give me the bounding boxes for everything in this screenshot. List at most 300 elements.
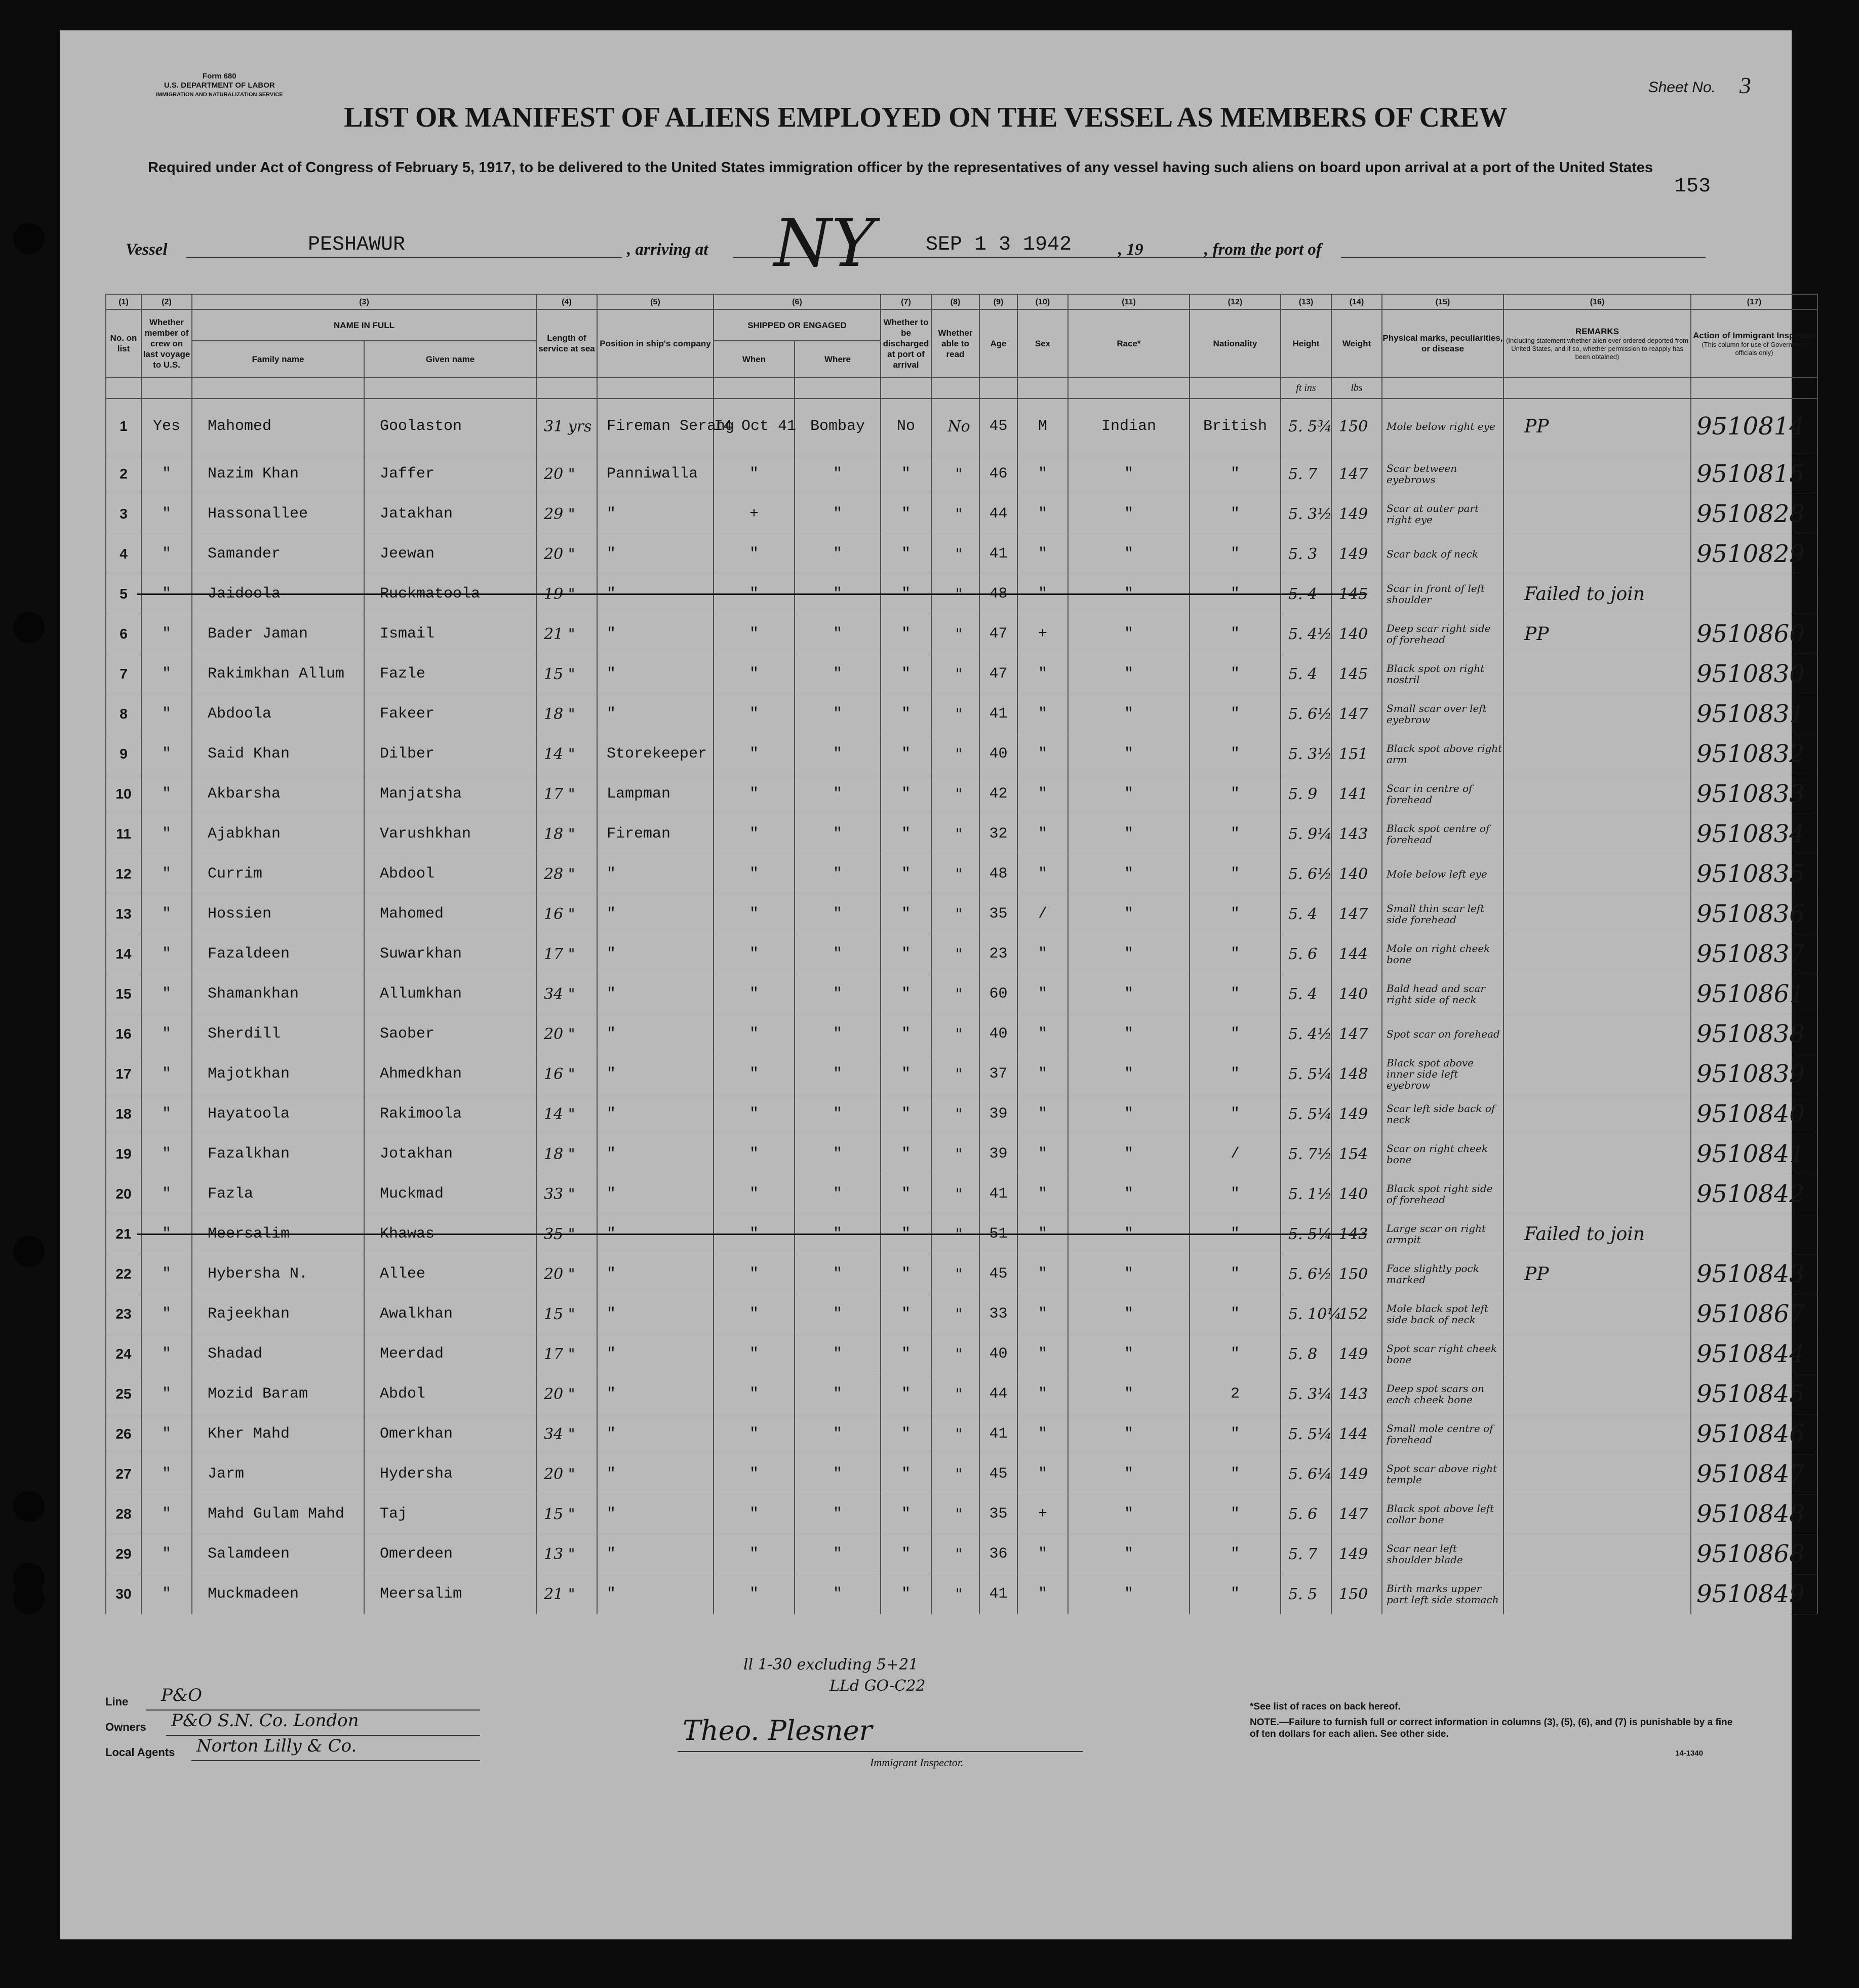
crew-height: 5. 6	[1281, 1494, 1331, 1534]
crew-given-name: Dilber	[364, 734, 536, 774]
crew-weight: 143	[1331, 814, 1382, 854]
crew-able-read: "	[931, 1454, 979, 1494]
crew-nationality: British	[1190, 399, 1281, 454]
crew-action-number: 9510844	[1691, 1334, 1817, 1374]
crew-height: 5. 5¼	[1281, 1054, 1331, 1094]
crew-action-number: 9510828	[1691, 494, 1817, 534]
crew-discharged: "	[881, 1174, 931, 1214]
crew-age: 41	[979, 1574, 1017, 1614]
crew-action-number: 9510831	[1691, 694, 1817, 734]
crew-given-name: Allumkhan	[364, 974, 536, 1014]
crew-shipped-where: "	[795, 574, 881, 614]
crew-row	[106, 534, 1817, 574]
crew-able-read: "	[931, 1294, 979, 1334]
crew-able-read: "	[931, 854, 979, 894]
crew-position: "	[597, 654, 714, 694]
crew-shipped-when: I4 Oct 41	[714, 399, 795, 454]
crew-physical-marks: Black spot above inner side left eyebrow	[1382, 1054, 1504, 1094]
crew-nationality: "	[1190, 1574, 1281, 1614]
crew-physical-marks: Black spot right side of forehead	[1382, 1174, 1504, 1214]
crew-nationality: "	[1190, 494, 1281, 534]
crew-given-name: Fakeer	[364, 694, 536, 734]
crew-given-name: Meersalim	[364, 1574, 536, 1614]
crew-length-service: 35 "	[536, 1214, 597, 1254]
crew-race: "	[1068, 1574, 1190, 1614]
crew-given-name: Omerdeen	[364, 1534, 536, 1574]
crew-nationality: "	[1190, 974, 1281, 1014]
crew-discharged: "	[881, 894, 931, 934]
crew-race: "	[1068, 814, 1190, 854]
crew-member-last-voyage: "	[141, 1534, 192, 1574]
crew-member-last-voyage: "	[141, 1374, 192, 1414]
crew-action-number: 9510861	[1691, 974, 1817, 1014]
crew-discharged: "	[881, 974, 931, 1014]
crew-able-read: "	[931, 1574, 979, 1614]
crew-height: 5. 3	[1281, 534, 1331, 574]
crew-discharged: "	[881, 774, 931, 814]
crew-sex: M	[1017, 399, 1068, 454]
crew-shipped-where: "	[795, 1374, 881, 1414]
crew-no: 20	[106, 1174, 141, 1214]
crew-able-read: No	[931, 399, 979, 454]
crew-physical-marks: Bald head and scar right side of neck	[1382, 974, 1504, 1014]
crew-able-read: "	[931, 1214, 979, 1254]
crew-no: 11	[106, 814, 141, 854]
crew-no: 24	[106, 1334, 141, 1374]
header-family-name: Family name	[192, 341, 364, 377]
crew-no: 27	[106, 1454, 141, 1494]
crew-race: "	[1068, 894, 1190, 934]
binder-hole-bottom-1	[13, 1491, 45, 1522]
crew-sex: "	[1017, 1454, 1068, 1494]
crew-age: 47	[979, 654, 1017, 694]
crew-no: 1	[106, 399, 141, 454]
crew-physical-marks: Mole black spot left side back of neck	[1382, 1294, 1504, 1334]
crew-given-name: Jatakhan	[364, 494, 536, 534]
crew-height: 5. 7	[1281, 454, 1331, 494]
crew-race: "	[1068, 1334, 1190, 1374]
crew-physical-marks: Scar at outer part right eye	[1382, 494, 1504, 534]
crew-member-last-voyage: "	[141, 1494, 192, 1534]
crew-no: 2	[106, 454, 141, 494]
crew-sex: "	[1017, 1214, 1068, 1254]
colnum: (2)	[141, 294, 192, 309]
crew-family-name: Sherdill	[192, 1014, 364, 1054]
crew-sex: +	[1017, 1494, 1068, 1534]
crew-action-number: 9510814	[1691, 399, 1817, 454]
crew-race: "	[1068, 1214, 1190, 1254]
crew-shipped-when: "	[714, 1014, 795, 1054]
crew-position: "	[597, 1214, 714, 1254]
header-race: Race*	[1068, 309, 1190, 377]
inspector-label: Immigrant Inspector.	[870, 1756, 964, 1769]
colnum: (16)	[1504, 294, 1691, 309]
crew-height: 5. 10¼	[1281, 1294, 1331, 1334]
crew-member-last-voyage: "	[141, 1574, 192, 1614]
crew-shipped-where: "	[795, 1054, 881, 1094]
arrival-date: SEP 1 3 1942	[926, 233, 1072, 256]
crew-race: "	[1068, 454, 1190, 494]
crew-action-number: 9510848	[1691, 1494, 1817, 1534]
crew-race: "	[1068, 1054, 1190, 1094]
crew-position: Fireman	[597, 814, 714, 854]
crew-able-read: "	[931, 1094, 979, 1134]
crew-age: 48	[979, 854, 1017, 894]
crew-discharged: "	[881, 1574, 931, 1614]
crew-position: Lampman	[597, 774, 714, 814]
crew-given-name: Jaffer	[364, 454, 536, 494]
crew-length-service: 34 "	[536, 974, 597, 1014]
crew-action-number: 9510842	[1691, 1174, 1817, 1214]
crew-discharged: "	[881, 1494, 931, 1534]
crew-family-name: Fazalkhan	[192, 1134, 364, 1174]
crew-length-service: 33 "	[536, 1174, 597, 1214]
crew-family-name: Hybersha N.	[192, 1254, 364, 1294]
stamp-number: 153	[1674, 175, 1711, 198]
binder-hole-mid-2	[13, 1236, 45, 1267]
crew-height: 5. 5¼	[1281, 1094, 1331, 1134]
crew-length-service: 18 "	[536, 694, 597, 734]
owners-label: Owners	[105, 1721, 146, 1733]
crew-remarks: PP	[1504, 1254, 1691, 1294]
from-port-label: , from the port of	[1204, 241, 1322, 259]
crew-discharged: "	[881, 494, 931, 534]
crew-shipped-when: "	[714, 574, 795, 614]
crew-able-read: "	[931, 1014, 979, 1054]
crew-member-last-voyage: "	[141, 1254, 192, 1294]
crew-physical-marks: Small mole centre of forehead	[1382, 1414, 1504, 1454]
crew-action-number: 9510840	[1691, 1094, 1817, 1134]
crew-shipped-when: "	[714, 1094, 795, 1134]
crew-discharged: "	[881, 694, 931, 734]
crew-no: 29	[106, 1534, 141, 1574]
crew-physical-marks: Spot scar right cheek bone	[1382, 1334, 1504, 1374]
crew-length-service: 20 "	[536, 454, 597, 494]
crew-physical-marks: Large scar on right armpit	[1382, 1214, 1504, 1254]
crew-sex: "	[1017, 1574, 1068, 1614]
crew-member-last-voyage: "	[141, 614, 192, 654]
crew-nationality: "	[1190, 1054, 1281, 1094]
crew-able-read: "	[931, 894, 979, 934]
crew-shipped-when: +	[714, 494, 795, 534]
crew-given-name: Abdol	[364, 1374, 536, 1414]
crew-race: "	[1068, 1094, 1190, 1134]
crew-member-last-voyage: "	[141, 734, 192, 774]
crew-race: "	[1068, 1174, 1190, 1214]
crew-length-service: 16 "	[536, 1054, 597, 1094]
crew-length-service: 17 "	[536, 934, 597, 974]
crew-remarks	[1504, 1054, 1691, 1094]
crew-member-last-voyage: "	[141, 654, 192, 694]
crew-row	[106, 1334, 1817, 1374]
crew-action-number: 9510835	[1691, 854, 1817, 894]
crew-remarks: PP	[1504, 399, 1691, 454]
crew-sex: "	[1017, 1014, 1068, 1054]
crew-height: 5. 4½	[1281, 1014, 1331, 1054]
crew-action-number: 9510830	[1691, 654, 1817, 694]
crew-given-name: Jotakhan	[364, 1134, 536, 1174]
crew-physical-marks: Black spot on right nostril	[1382, 654, 1504, 694]
crew-age: 39	[979, 1134, 1017, 1174]
crew-shipped-where: "	[795, 534, 881, 574]
crew-discharged: "	[881, 574, 931, 614]
binder-hole-top	[13, 223, 45, 254]
vessel-line	[126, 205, 1706, 282]
crew-no: 22	[106, 1254, 141, 1294]
crew-physical-marks: Deep scar right side of forehead	[1382, 614, 1504, 654]
crew-discharged: "	[881, 1094, 931, 1134]
crew-shipped-when: "	[714, 1174, 795, 1214]
crew-sex: "	[1017, 1174, 1068, 1214]
crew-discharged: "	[881, 1454, 931, 1494]
crew-height: 5. 4	[1281, 974, 1331, 1014]
crew-shipped-where: "	[795, 1294, 881, 1334]
owners-value: P&O S.N. Co. London	[171, 1711, 359, 1731]
crew-race: "	[1068, 1454, 1190, 1494]
crew-action-number: 9510843	[1691, 1254, 1817, 1294]
crew-age: 40	[979, 1014, 1017, 1054]
crew-shipped-when: "	[714, 1294, 795, 1334]
crew-row	[106, 774, 1817, 814]
header-position: Position in ship's company	[597, 309, 714, 377]
crew-height: 5. 7	[1281, 1534, 1331, 1574]
crew-given-name: Awalkhan	[364, 1294, 536, 1334]
crew-family-name: Nazim Khan	[192, 454, 364, 494]
form-id-block	[156, 72, 283, 99]
weight-units: lbs	[1331, 377, 1382, 399]
crew-height: 5. 3½	[1281, 494, 1331, 534]
crew-shipped-where: "	[795, 1534, 881, 1574]
crew-row	[106, 934, 1817, 974]
page-title: LIST OR MANIFEST OF ALIENS EMPLOYED ON THE VESSEL AS MEMBERS OF CREW	[344, 102, 1508, 133]
crew-weight: 145	[1331, 574, 1382, 614]
header-weight: Weight	[1331, 309, 1382, 377]
crew-height: 5. 4	[1281, 574, 1331, 614]
crew-physical-marks: Black spot above left collar bone	[1382, 1494, 1504, 1534]
crew-height: 5. 5	[1281, 1574, 1331, 1614]
crew-family-name: Samander	[192, 534, 364, 574]
crew-family-name: Rakimkhan Allum	[192, 654, 364, 694]
crew-length-service: 20 "	[536, 1374, 597, 1414]
crew-shipped-when: "	[714, 774, 795, 814]
crew-race: "	[1068, 574, 1190, 614]
crew-weight: 140	[1331, 1174, 1382, 1214]
crew-length-service: 14 "	[536, 1094, 597, 1134]
crew-height: 5. 8	[1281, 1334, 1331, 1374]
crew-remarks	[1504, 494, 1691, 534]
crew-family-name: Fazla	[192, 1174, 364, 1214]
crew-age: 39	[979, 1094, 1017, 1134]
crew-able-read: "	[931, 1414, 979, 1454]
colnum: (3)	[192, 294, 536, 309]
remarks-title: REMARKS	[1575, 326, 1619, 336]
crew-age: 42	[979, 774, 1017, 814]
header-action	[1691, 309, 1817, 377]
header-where: Where	[795, 341, 881, 377]
crew-able-read: "	[931, 1054, 979, 1094]
crew-row	[106, 894, 1817, 934]
crew-given-name: Goolaston	[364, 399, 536, 454]
crew-member-last-voyage: "	[141, 854, 192, 894]
crew-discharged: "	[881, 614, 931, 654]
crew-remarks	[1504, 1014, 1691, 1054]
crew-physical-marks: Birth marks upper part left side stomach	[1382, 1574, 1504, 1614]
crew-row	[106, 1414, 1817, 1454]
crew-remarks	[1504, 814, 1691, 854]
crew-given-name: Khawas	[364, 1214, 536, 1254]
crew-shipped-when: "	[714, 614, 795, 654]
crew-position: "	[597, 614, 714, 654]
header-discharged: Whether to be discharged at port of arrival	[881, 309, 931, 377]
crew-family-name: Currim	[192, 854, 364, 894]
crew-height: 5. 5¾	[1281, 399, 1331, 454]
crew-sex: "	[1017, 734, 1068, 774]
crew-action-number: 9510846	[1691, 1414, 1817, 1454]
crew-nationality: "	[1190, 1534, 1281, 1574]
colnum: (15)	[1382, 294, 1504, 309]
crew-no: 25	[106, 1374, 141, 1414]
crew-age: 47	[979, 614, 1017, 654]
crew-length-service: 20 "	[536, 1254, 597, 1294]
crew-position: "	[597, 1174, 714, 1214]
crew-position: "	[597, 974, 714, 1014]
year-label: , 19	[1118, 241, 1143, 259]
crew-position: "	[597, 854, 714, 894]
header-remarks	[1504, 309, 1691, 377]
crew-row	[106, 574, 1817, 614]
crew-physical-marks: Spot scar on forehead	[1382, 1014, 1504, 1054]
crew-weight: 150	[1331, 1254, 1382, 1294]
crew-action-number: 9510868	[1691, 1534, 1817, 1574]
crew-length-service: 20 "	[536, 1454, 597, 1494]
crew-age: 48	[979, 574, 1017, 614]
crew-length-service: 17 "	[536, 1334, 597, 1374]
crew-family-name: Meersalim	[192, 1214, 364, 1254]
crew-sex: "	[1017, 974, 1068, 1014]
crew-member-last-voyage: "	[141, 694, 192, 734]
crew-race: "	[1068, 1494, 1190, 1534]
crew-member-last-voyage: "	[141, 1414, 192, 1454]
crew-discharged: "	[881, 854, 931, 894]
crew-member-last-voyage: "	[141, 1454, 192, 1494]
crew-height: 5. 9¼	[1281, 814, 1331, 854]
crew-row	[106, 1454, 1817, 1494]
crew-physical-marks: Scar near left shoulder blade	[1382, 1534, 1504, 1574]
crew-action-number: 9510860	[1691, 614, 1817, 654]
crew-weight: 143	[1331, 1374, 1382, 1414]
crew-height: 5. 5¼	[1281, 1214, 1331, 1254]
annotation-2: LLd GO-C22	[829, 1677, 926, 1695]
crew-weight: 144	[1331, 1414, 1382, 1454]
crew-age: 41	[979, 534, 1017, 574]
crew-row	[106, 734, 1817, 774]
crew-discharged: "	[881, 934, 931, 974]
crew-length-service: 17 "	[536, 774, 597, 814]
crew-able-read: "	[931, 614, 979, 654]
crew-member-last-voyage: "	[141, 1334, 192, 1374]
crew-sex: "	[1017, 774, 1068, 814]
crew-row	[106, 1054, 1817, 1094]
crew-weight: 149	[1331, 1094, 1382, 1134]
crew-no: 10	[106, 774, 141, 814]
crew-remarks	[1504, 694, 1691, 734]
crew-row	[106, 654, 1817, 694]
crew-shipped-when: "	[714, 1494, 795, 1534]
crew-age: 41	[979, 694, 1017, 734]
crew-able-read: "	[931, 934, 979, 974]
crew-position: "	[597, 1014, 714, 1054]
crew-action-number: 9510838	[1691, 1014, 1817, 1054]
crew-sex: "	[1017, 694, 1068, 734]
crew-no: 28	[106, 1494, 141, 1534]
crew-shipped-when: "	[714, 454, 795, 494]
crew-shipped-where: "	[795, 974, 881, 1014]
crew-discharged: "	[881, 1334, 931, 1374]
crew-shipped-where: "	[795, 614, 881, 654]
crew-race: "	[1068, 614, 1190, 654]
crew-position: "	[597, 1294, 714, 1334]
crew-action-number: 9510849	[1691, 1574, 1817, 1614]
crew-shipped-when: "	[714, 1134, 795, 1174]
crew-row	[106, 694, 1817, 734]
crew-family-name: Salamdeen	[192, 1534, 364, 1574]
crew-discharged: "	[881, 814, 931, 854]
crew-able-read: "	[931, 694, 979, 734]
crew-physical-marks: Mole below left eye	[1382, 854, 1504, 894]
header-sex: Sex	[1017, 309, 1068, 377]
crew-weight: 147	[1331, 1014, 1382, 1054]
line-value: P&O	[161, 1685, 203, 1705]
crew-no: 16	[106, 1014, 141, 1054]
crew-row	[106, 1574, 1817, 1614]
crew-shipped-when: "	[714, 1254, 795, 1294]
crew-weight: 149	[1331, 1454, 1382, 1494]
crew-height: 5. 4	[1281, 894, 1331, 934]
crew-discharged: "	[881, 1294, 931, 1334]
crew-shipped-where: "	[795, 1334, 881, 1374]
crew-nationality: "	[1190, 1254, 1281, 1294]
crew-physical-marks: Scar between eyebrows	[1382, 454, 1504, 494]
crew-sex: "	[1017, 574, 1068, 614]
colnum: (1)	[106, 294, 141, 309]
crew-length-service: 15 "	[536, 1294, 597, 1334]
crew-race: "	[1068, 854, 1190, 894]
crew-member-last-voyage: "	[141, 974, 192, 1014]
crew-sex: "	[1017, 494, 1068, 534]
crew-shipped-where: "	[795, 454, 881, 494]
crew-given-name: Hydersha	[364, 1454, 536, 1494]
crew-length-service: 31 yrs	[536, 399, 597, 454]
crew-no: 6	[106, 614, 141, 654]
penalty-note: NOTE.—Failure to furnish full or correct information in columns (3), (5), (6), and (7) is punishable by a fine of ten dollars for each alien. See other side.	[1250, 1717, 1733, 1739]
crew-nationality: "	[1190, 1294, 1281, 1334]
crew-height: 5. 9	[1281, 774, 1331, 814]
sheet-label: Sheet No.	[1648, 79, 1716, 96]
crew-shipped-where: "	[795, 1134, 881, 1174]
crew-no: 13	[106, 894, 141, 934]
crew-remarks	[1504, 1374, 1691, 1414]
crew-shipped-when: "	[714, 894, 795, 934]
crew-weight: 150	[1331, 1574, 1382, 1614]
crew-given-name: Fazle	[364, 654, 536, 694]
crew-family-name: Said Khan	[192, 734, 364, 774]
crew-family-name: Mozid Baram	[192, 1374, 364, 1414]
header-given-name: Given name	[364, 341, 536, 377]
crew-age: 35	[979, 894, 1017, 934]
crew-nationality: "	[1190, 694, 1281, 734]
crew-weight: 147	[1331, 894, 1382, 934]
crew-member-last-voyage: "	[141, 1134, 192, 1174]
